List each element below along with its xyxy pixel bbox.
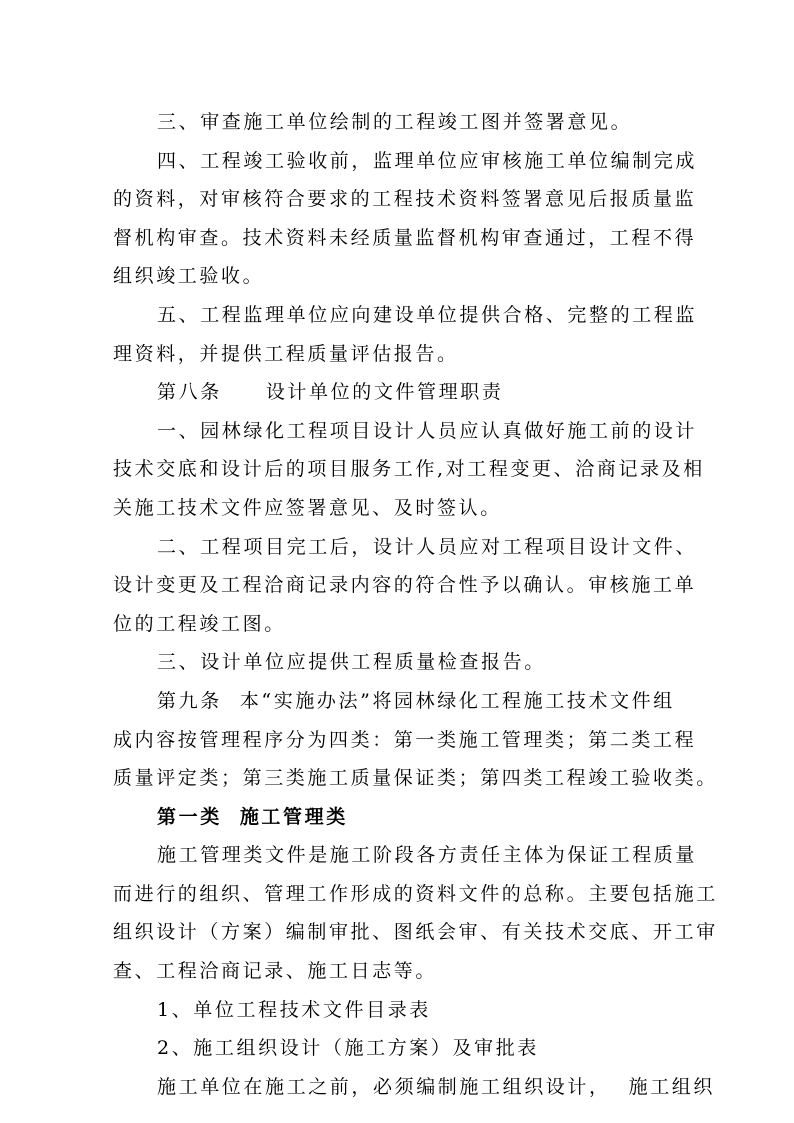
text-line: 四、工程竣工验收前，监理单位应审核施工单位编制完成 [157,149,698,172]
text-line: 组织竣工验收。 [113,265,265,288]
text-line: 关施工技术文件应签署意见、及时签认。 [113,496,502,519]
section-heading [113,798,693,837]
text-line: 查、工程洽商记录、施工日志等。 [113,960,438,983]
text-line: 一、园林绿化工程项目设计人员应认真做好施工前的设计 [157,419,698,442]
text-line: 二、工程项目完工后，设计人员应对工程项目设计文件、 [157,535,698,558]
text-fragment: 施工组织 [628,1075,716,1098]
document-body [113,103,718,1106]
section-number: 第一类 [157,805,222,828]
article-heading [113,682,693,721]
text-line: 五、工程监理单位应向建设单位提供合格、完整的工程监 [157,303,698,326]
text-line: 而进行的组织、管理工作形成的资料文件的总称。主要包括施工 [113,882,718,905]
article-title: 设计单位的文件管理职责 [265,381,504,404]
text-line: 位的工程竣工图。 [113,612,286,635]
text-fragment: 施工单位在施工之前，必须编制施工组织设计， [157,1075,611,1098]
text-line: 的资料，对审核符合要求的工程技术资料签署意见后报质量监 [113,188,697,211]
text-line [113,1068,716,1107]
text-line: 理资料，并提供工程质量评估报告。 [113,342,459,365]
text-line: 设计变更及工程洽商记录内容的符合性予以确认。审核施工单 [113,574,697,597]
section-title: 施工管理类 [239,805,348,828]
text-line: 施工管理类文件是施工阶段各方责任主体为保证工程质量 [157,844,698,867]
text-line: 质量评定类；第三类施工质量保证类；第四类工程竣工验收类。 [113,767,718,790]
text-line: 三、审查施工单位绘制的工程竣工图并签署意见。 [157,111,633,133]
text-line: 督机构审查。技术资料未经质量监督机构审查通过，工程不得 [113,226,697,249]
text-line: 组织设计（方案）编制审批、图纸会审、有关技术交底、开工审 [113,921,718,944]
list-item: 2、施工组织设计（施工方案）及审批表 [157,1037,539,1060]
list-item: 1、单位工程技术文件目录表 [157,998,431,1021]
text-line: 技术交底和设计后的项目服务工作,对工程变更、洽商记录及相 [113,458,705,481]
article-text: 本“实施办法”将园林绿化工程施工技术文件组 [239,689,675,712]
article-number: 第八条 [157,381,222,404]
text-line: 成内容按管理程序分为四类：第一类施工管理类；第二类工程 [113,728,697,751]
text-line: 三、设计单位应提供工程质量检查报告。 [157,651,546,674]
article-number: 第九条 [157,689,222,712]
article-heading [113,373,693,412]
